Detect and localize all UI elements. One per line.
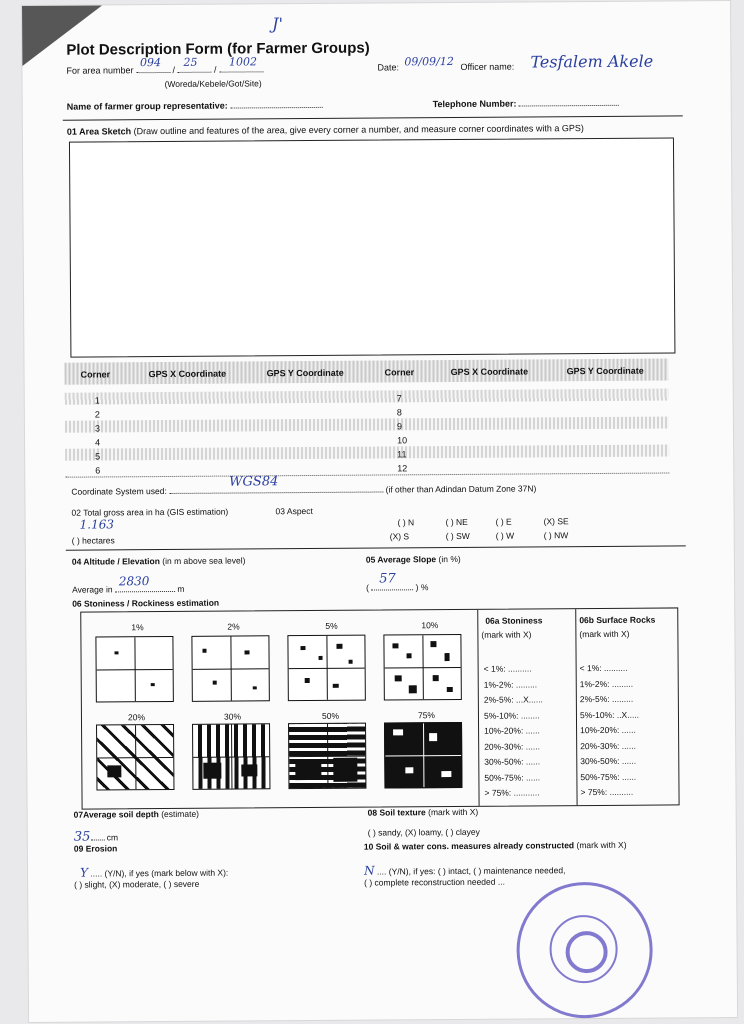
altitude-label: 04 Altitude / Elevation [71,556,160,567]
surface-rocks-col-sub: (mark with X) [579,628,630,640]
corner-number: 2 [94,409,100,420]
header-gps-y-right: GPS Y Coordinate [566,365,644,377]
corner-number: 7 [396,393,402,404]
header-gps-y-left: GPS Y Coordinate [266,367,344,379]
corner-number: 12 [397,463,408,474]
corner-table [64,358,669,474]
stone-diagram-20pct [96,724,174,791]
slope-unit: % [420,582,429,593]
surface-rocks-option[interactable]: 2%-5%: ......... [579,693,634,705]
aspect-sw[interactable]: ( ) SW [445,530,470,542]
soil-texture-heading [368,807,479,818]
form-sheet [22,1,737,1022]
stone-diagram-1pct [95,636,173,703]
soil-depth-value: 35 [73,829,91,845]
surface-rocks-option[interactable]: 1%-2%: ......... [579,678,634,689]
date-label: Date: [377,62,399,73]
total-area-label: 02 Total gross area in ha (GIS estimation) [71,506,229,518]
slope-label: 05 Average Slope [365,554,437,565]
corner-number: 1 [94,395,100,406]
slope-row: ( 57 ) % [366,571,429,593]
date-value: 09/09/12 [404,54,454,69]
stone-diagram-10pct [383,634,461,701]
corner-number: 4 [95,437,101,448]
coordinate-system-value: WGS84 [229,474,279,490]
area-sketch-heading [67,123,584,137]
coordinate-system-label: Coordinate System used: [71,486,167,497]
stone-diagram-50pct [288,723,366,790]
corner-number: 5 [95,451,101,462]
top-mark: J' [272,14,284,34]
stoniness-option[interactable]: < 1%: .......... [483,663,532,674]
officer-signature: Tesfalem Akele [530,51,654,72]
phone-label: Telephone Number: [432,98,517,110]
corner-numbers-right [397,391,408,475]
aspect-ne[interactable]: ( ) NE [445,516,468,528]
stoniness-col-sub: (mark with X) [481,629,532,640]
stoniness-option[interactable]: 1%-2%: ......... [483,678,538,690]
altitude-unit: m [177,583,185,594]
erosion-question: ..... (Y/N), if yes (mark below with X): [90,867,229,879]
phone-row [433,97,619,109]
corner-number: 8 [396,407,402,418]
stoniness-option[interactable]: 50%-75%: ...... [484,771,541,783]
coordinate-system-row [71,474,537,497]
area-sketch-box [69,137,675,357]
coordinate-system-note: (if other than Adindan Datum Zone 37N) [385,483,537,495]
surface-rocks-option[interactable]: > 75%: .......... [580,786,634,798]
corner-number: 6 [95,465,101,476]
aspect-n[interactable]: ( ) N [397,517,415,528]
soil-depth-unit: cm [106,832,119,843]
corner-number: 3 [94,423,101,434]
conservation-label: 10 Soil & water cons. measures already constructed [363,840,575,852]
official-stamp [516,882,653,1019]
stoniness-option[interactable]: 20%-30%: ...... [484,740,540,752]
stone-diagram-75pct [384,722,462,789]
stone-diagram-2pct [191,635,269,702]
aspect-nw[interactable]: ( ) NW [543,530,569,541]
percent-label: 30% [223,711,242,722]
representative-label: Name of farmer group representative: [66,100,228,112]
aspect-label: 03 Aspect [275,505,313,517]
stoniness-options [484,661,544,801]
surface-rocks-options [580,661,640,801]
slope-value: 57 [379,571,396,587]
representative-row [67,99,323,112]
surface-rocks-option[interactable]: 30%-50%: ...... [580,755,637,767]
erosion-severity-options[interactable]: ( ) slight, (X) moderate, ( ) severe [74,878,200,890]
surface-rocks-option[interactable]: < 1%: .......... [579,662,628,674]
stoniness-option[interactable]: 5%-10%: ........ [483,709,540,721]
altitude-value: 2830 [118,574,150,589]
aspect-se[interactable]: (X) SE [543,516,569,527]
altitude-unit-note: (in m above sea level) [162,555,246,567]
corner-number: 9 [396,421,402,432]
conservation-row [364,862,565,877]
slope-unit-note: (in %) [438,553,461,565]
stoniness-label: 06 Stoniness / Rockiness estimation [72,597,220,609]
form-title: Plot Description Form (for Farmer Groups) [66,39,370,59]
altitude-row [72,574,185,595]
area-number-subtitle: (Woreda/Kebele/Got/Site) [164,78,262,90]
soil-depth-note: (estimate) [161,808,200,820]
stone-diagram-5pct [287,635,365,702]
stoniness-panel [80,607,679,809]
surface-rocks-col-title: 06b Surface Rocks [579,614,656,626]
hectares-option[interactable]: ( ) hectares [71,535,115,546]
altitude-heading [72,555,246,566]
surface-rocks-option[interactable]: 10%-20%: ...... [580,724,636,736]
header-corner-left: Corner [80,369,111,380]
soil-depth-row [74,829,118,844]
corner-number: 11 [397,449,407,460]
surface-rocks-option[interactable]: 50%-75%: ...... [580,771,637,782]
conservation-value: N [363,863,375,878]
soil-texture-note: (mark with X) [428,806,479,818]
header-corner-right: Corner [384,367,415,378]
aspect-w[interactable]: ( ) W [495,530,515,541]
corner-numbers-left [95,393,101,477]
area-value-woreda: 094 [139,56,161,70]
surface-rocks-option[interactable]: 20%-30%: ...... [580,740,636,751]
percent-label: 1% [131,622,144,633]
stoniness-option[interactable]: 10%-20%: ...... [484,725,540,736]
stone-diagram-30pct [192,723,270,790]
altitude-avg-label: Average in [72,584,113,595]
stoniness-col-title: 06a Stoniness [485,615,543,626]
soil-depth-heading [74,809,199,820]
header-gps-x-right: GPS X Coordinate [450,366,529,378]
percent-label: 50% [321,710,340,721]
erosion-label: 09 Erosion [73,843,118,854]
soil-texture-options[interactable]: ( ) sandy, (X) loamy, ( ) clayey [367,826,480,838]
area-sketch-label: 01 Area Sketch [66,126,132,137]
erosion-row [80,865,228,880]
percent-label: 20% [127,712,146,723]
stoniness-option[interactable]: > 75%: ........... [484,787,540,798]
conservation-note: (mark with X) [576,839,627,851]
slope-heading [366,554,461,565]
conservation-options[interactable]: ( ) complete reconstruction needed ... [364,876,505,888]
aspect-e[interactable]: ( ) E [495,516,512,527]
total-area-value: 1.163 [79,517,115,532]
area-number-row: For area number 094 / 25 / 1002 [66,63,263,75]
percent-label: 2% [227,621,240,632]
percent-label: 75% [417,710,436,721]
officer-label: Officer name: [460,61,515,72]
soil-depth-label: 07Average soil depth [73,809,159,820]
stoniness-option-selected[interactable]: 2%-5%: ...X...... [483,694,543,705]
percent-label: 5% [325,620,338,631]
conservation-heading [364,840,627,852]
aspect-s[interactable]: (X) S [389,531,410,542]
area-number-label: For area number [66,65,134,76]
erosion-value: Y [80,865,89,880]
header-gps-x-left: GPS X Coordinate [148,368,227,380]
stoniness-option[interactable]: 30%-50%: ...... [484,756,541,767]
conservation-question: .... (Y/N), if yes: ( ) intact, ( ) maintenance needed, [376,865,566,877]
percent-label: 10% [421,620,439,631]
area-value-kebele: 25 [183,55,198,69]
area-value-site: 1002 [228,55,258,69]
area-sketch-instruction: (Draw outline and features of the area, give every corner a number, and measure corner coordinates with a GPS) [133,123,584,137]
surface-rocks-option-selected[interactable]: 5%-10%: ..X..... [579,709,640,720]
corner-number: 10 [397,435,408,446]
soil-texture-label: 08 Soil texture [367,807,426,818]
